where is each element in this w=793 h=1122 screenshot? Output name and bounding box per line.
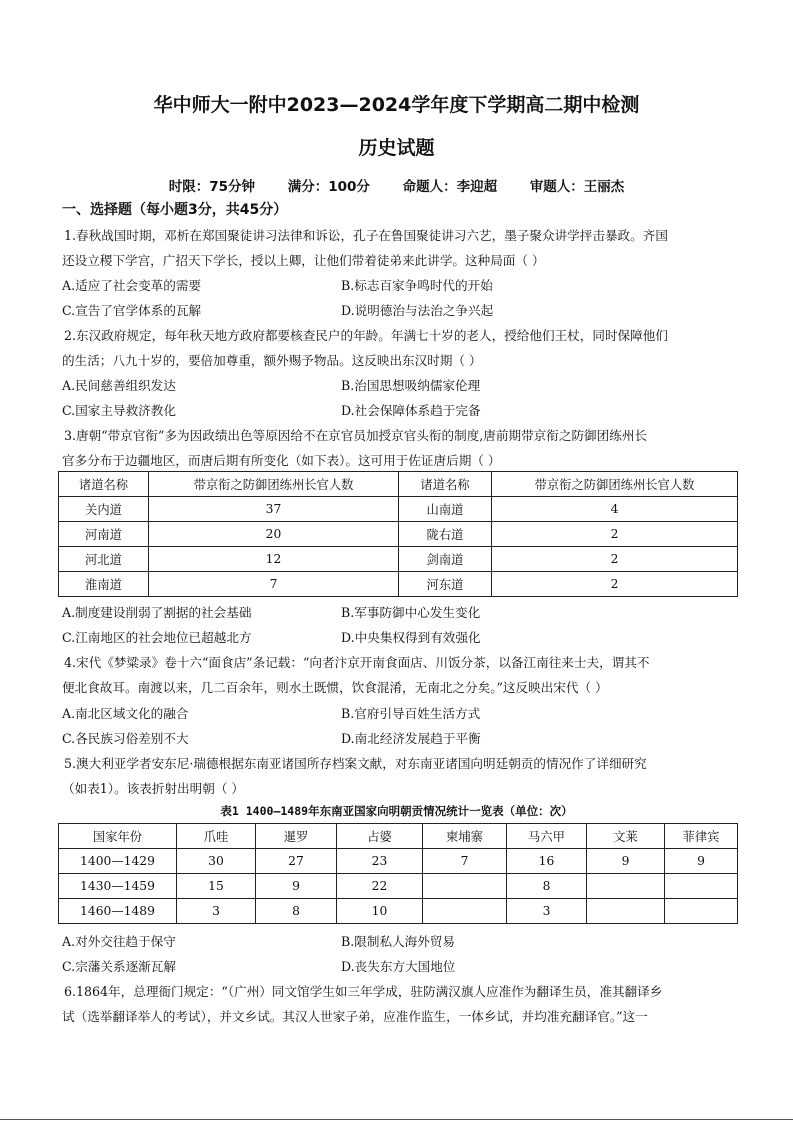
table-cell: 河北道 [59, 547, 149, 572]
table-cell [423, 874, 507, 899]
q1-line1: 1.春秋战国时期，邓析在郑国聚徒讲习法律和诉讼，孔子在鲁国聚徒讲习六艺，墨子聚众讲学抨击暴政。齐国 [64, 228, 668, 243]
table-cell: 10 [337, 899, 423, 924]
q3-option-a: A.制度建设削弱了割据的社会基础 [62, 605, 252, 620]
table-cell: 9 [256, 874, 337, 899]
q5-line2: （如表1）。该表折射出明朝（ ） [62, 781, 245, 796]
q3-option-c: C.江南地区的社会地位已超越北方 [62, 630, 252, 645]
q4-option-d: D.南北经济发展趋于平衡 [341, 731, 481, 746]
table-cell: 山南道 [399, 497, 492, 522]
q2-line2: 的生活；八九十岁的，要倍加尊重，额外赐予物品。这反映出东汉时期（ ） [62, 353, 482, 368]
table-cell: 8 [507, 874, 587, 899]
full-score: 满分：100分 [287, 179, 370, 195]
table-cell [423, 899, 507, 924]
table-header-row [59, 472, 738, 497]
q5-table [58, 823, 738, 924]
table-header-cell: 国家年份 [59, 824, 177, 849]
table-cell: 2 [492, 547, 738, 572]
table-cell: 12 [149, 547, 399, 572]
table-cell: 4 [492, 497, 738, 522]
table-cell: 27 [256, 849, 337, 874]
q6-line2: 试（选举翻译举人的考试），并文乡试。其汉人世家子弟，应准作监生，一体乡试，并均准充翻译官。”这一 [62, 1009, 648, 1024]
table-cell [587, 874, 665, 899]
table-row [59, 849, 738, 874]
table-cell: 陇右道 [399, 522, 492, 547]
q2-option-b: B.治国思想吸纳儒家伦理 [341, 378, 481, 393]
table-header-cell: 柬埔寨 [423, 824, 507, 849]
table-row [59, 899, 738, 924]
table-cell: 8 [256, 899, 337, 924]
q4-option-b: B.官府引导百姓生活方式 [341, 706, 481, 721]
table-header-cell: 文莱 [587, 824, 665, 849]
q2-option-a: A.民间慈善组织发达 [62, 378, 176, 393]
table-header-cell: 带京衔之防御团练州长官人数 [492, 472, 738, 497]
table-cell: 9 [587, 849, 665, 874]
q6-line1: 6.1864年，总理衙门规定：“（广州）同文馆学生如三年学成，驻防满汉旗人应准作为翻译生员，准其翻译乡 [64, 984, 663, 999]
table-cell: 2 [492, 522, 738, 547]
q1-line2: 还设立稷下学宫，广招天下学长，授以上卿，让他们带着徒弟来此讲学。这种局面（ ） [62, 253, 545, 268]
table-row [59, 874, 738, 899]
table-header-cell: 暹罗 [256, 824, 337, 849]
q3-option-b: B.军事防御中心发生变化 [341, 605, 481, 620]
table-header-cell: 诸道名称 [59, 472, 149, 497]
q5-option-d: D.丧失东方大国地位 [341, 959, 456, 974]
table-cell: 16 [507, 849, 587, 874]
q1-option-d: D.说明德治与法治之争兴起 [341, 303, 494, 318]
table-cell: 1460—1489 [59, 899, 177, 924]
table-cell: 剑南道 [399, 547, 492, 572]
q4-option-a: A.南北区域文化的融合 [62, 706, 189, 721]
table-header-cell: 马六甲 [507, 824, 587, 849]
question-reviewer: 审题人：王丽杰 [529, 179, 625, 195]
q2-option-c: C.国家主导救济教化 [62, 403, 176, 418]
q2-option-d: D.社会保障体系趋于完备 [341, 403, 481, 418]
q3-option-d: D.中央集权得到有效强化 [341, 630, 481, 645]
table-cell: 37 [149, 497, 399, 522]
table-header-cell: 带京衔之防御团练州长官人数 [149, 472, 399, 497]
table-cell [665, 899, 738, 924]
table-cell: 7 [423, 849, 507, 874]
exam-meta [0, 175, 793, 195]
table-header-row [59, 824, 738, 849]
q5-option-a: A.对外交往趋于保守 [62, 934, 176, 949]
q1-option-b: B.标志百家争鸣时代的开始 [341, 278, 493, 293]
table-header-cell: 诸道名称 [399, 472, 492, 497]
q3-line1: 3.唐朝“带京官衔”多为因政绩出色等原因给不在京官员加授京官头衔的制度,唐前期带京衔之防御团练州长 [64, 428, 648, 443]
q4-line1: 4.宋代《梦粱录》卷十六“面食店”条记载：“向者汴京开南食面店、川饭分茶，以备江南往来士夫，谓其不 [64, 655, 650, 670]
table-cell: 河南道 [59, 522, 149, 547]
table-cell [587, 899, 665, 924]
table-row [59, 522, 738, 547]
section-heading: 一、选择题（每小题3分，共45分） [62, 202, 288, 218]
table-cell: 1400—1429 [59, 849, 177, 874]
q5-option-c: C.宗藩关系逐渐瓦解 [62, 959, 176, 974]
table-cell: 3 [507, 899, 587, 924]
table-cell: 淮南道 [59, 572, 149, 597]
table-cell: 关内道 [59, 497, 149, 522]
question-author: 命题人：李迎超 [402, 179, 498, 195]
table-row [59, 497, 738, 522]
table-cell: 23 [337, 849, 423, 874]
q4-option-c: C.各民族习俗差别不大 [62, 731, 189, 746]
exam-subtitle: 历史试题 [358, 137, 435, 159]
q1-option-a: A.适应了社会变革的需要 [62, 278, 202, 293]
time-limit: 时限：75分钟 [168, 179, 255, 195]
q2-line1: 2.东汉政府规定，每年秋天地方政府都要核查民户的年龄。年满七十岁的老人，授给他们王杖，同时保障他们 [64, 328, 668, 343]
table-row [59, 547, 738, 572]
q4-line2: 便北食故耳。南渡以来，几二百余年，则水土既惯，饮食混淆，无南北之分矣。”这反映出宋代（ ） [62, 680, 608, 695]
table-cell [665, 874, 738, 899]
table-header-cell: 占婆 [337, 824, 423, 849]
table-cell: 7 [149, 572, 399, 597]
q5-line1: 5.澳大利亚学者安东尼·瑞德根据东南亚诸国所存档案文献，对东南亚诸国向明廷朝贡的情况作了详细研究 [64, 756, 647, 771]
table-header-cell: 菲律宾 [665, 824, 738, 849]
q5-table-caption: 表1 1400—1489年东南亚国家向明朝贡情况统计一览表（单位：次） [220, 804, 573, 818]
q1-option-c: C.宣告了官学体系的瓦解 [62, 303, 202, 318]
table-cell: 1430—1459 [59, 874, 177, 899]
table-cell: 30 [177, 849, 256, 874]
table-cell: 河东道 [399, 572, 492, 597]
page-bottom-divider [0, 1119, 793, 1120]
exam-title: 华中师大一附中2023—2024学年度下学期高二期中检测 [153, 94, 640, 116]
table-cell: 22 [337, 874, 423, 899]
table-row [59, 572, 738, 597]
table-cell: 20 [149, 522, 399, 547]
table-header-cell: 爪哇 [177, 824, 256, 849]
table-cell: 3 [177, 899, 256, 924]
q5-option-b: B.限制私人海外贸易 [341, 934, 456, 949]
table-cell: 2 [492, 572, 738, 597]
q3-table [58, 471, 738, 597]
table-cell: 9 [665, 849, 738, 874]
q3-line2: 官多分布于边疆地区，而唐后期有所变化（如下表）。这可用于佐证唐后期（ ） [62, 453, 501, 468]
table-cell: 15 [177, 874, 256, 899]
